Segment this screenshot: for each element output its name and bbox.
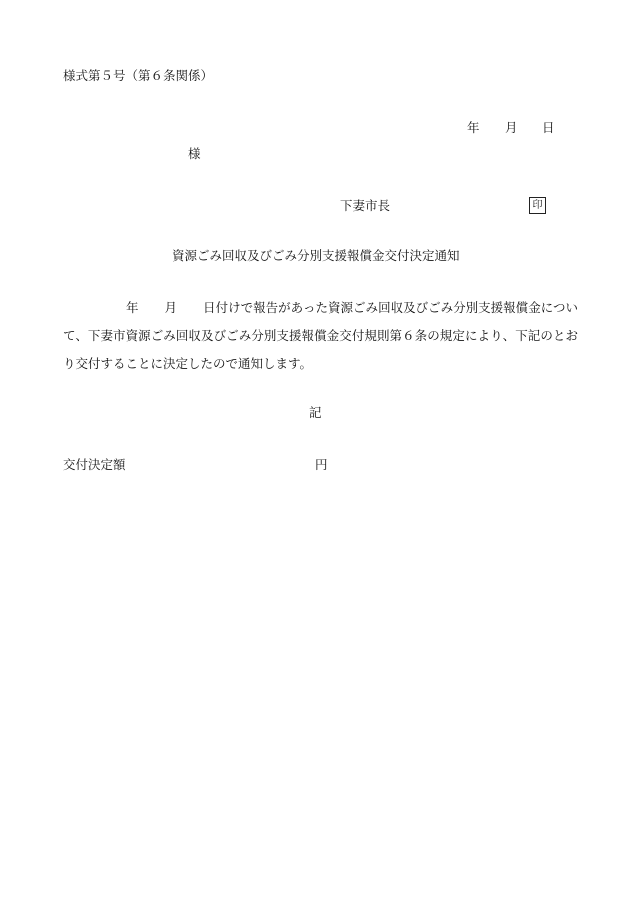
seal-mark: 印 [529,197,546,214]
amount-label: 交付決定額 [63,457,126,472]
issuer-name: 下妻市長 [340,198,391,213]
document-title: 資源ごみ回収及びごみ分別支援報償金交付決定通知 [172,248,460,263]
body-paragraph [63,294,578,378]
form-label: 様式第５号（第６条関係） [63,68,214,83]
body-text: 日付けで報告があった資源ごみ回収及びごみ分別支援報償金について、下妻市資源ごみ回収及びごみ分別支援報償金交付規則第６条の規定により、下記のとおり交付することに決定したので通知します。 [63,300,578,371]
date-day: 日 [542,120,555,135]
date-month: 月 [505,120,518,135]
amount-unit: 円 [315,457,328,472]
date-year: 年 [467,120,480,135]
body-year: 年 [126,300,139,315]
body-month: 月 [164,300,178,315]
ki-heading: 記 [309,405,322,420]
addressee-suffix: 様 [188,146,201,161]
